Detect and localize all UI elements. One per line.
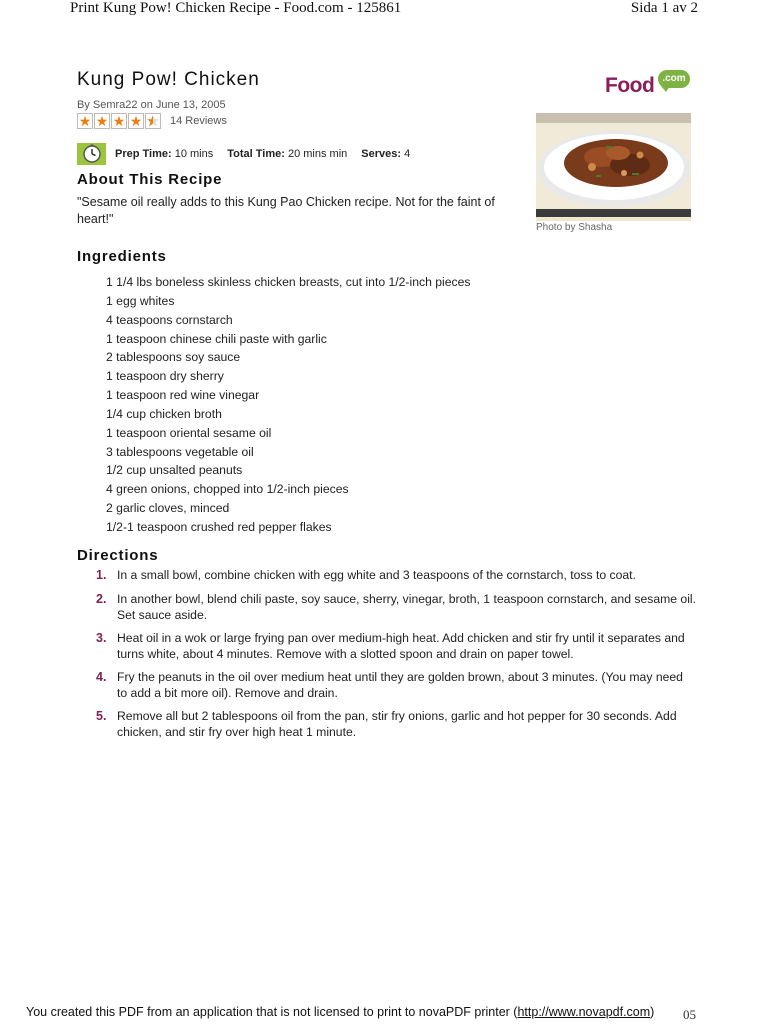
ingredient-item: 1 1/4 lbs boneless skinless chicken breasts, cut into 1/2-inch pieces: [106, 275, 471, 289]
novapdf-link[interactable]: http://www.novapdf.com: [517, 1005, 651, 1019]
total-time-value: 20 mins min: [287, 148, 348, 160]
prep-time-label: Prep Time:: [115, 148, 172, 160]
step-text: In a small bowl, combine chicken with egg white and 3 teaspoons of the cornstarch, toss to coat.: [117, 568, 636, 582]
print-header-page-number: Sida 1 av 2: [630, 0, 698, 16]
print-header-title: Print Kung Pow! Chicken Recipe - Food.com - 125861: [70, 0, 402, 16]
ingredient-item: 3 tablespoons vegetable oil: [106, 444, 254, 459]
print-header: [0, 0, 768, 20]
step-number: 3.: [96, 631, 107, 645]
directions-list: [96, 567, 696, 740]
step-number: 2.: [96, 592, 107, 606]
recipe-byline: By Semra22 on June 13, 2005: [77, 99, 226, 111]
prep-time-value: 10 mins: [174, 148, 214, 160]
star-icon: [145, 113, 161, 129]
about-heading: About This Recipe: [77, 171, 223, 188]
direction-step: [96, 591, 696, 623]
star-icon: ★: [78, 113, 92, 129]
ingredient-item: 1 teaspoon red wine vinegar: [106, 388, 260, 403]
pdf-license-notice: [26, 1005, 696, 1022]
about-text: "Sesame oil really adds to this Kung Pao Chicken recipe. Not for the faint of heart!": [77, 195, 495, 226]
direction-step: [96, 567, 696, 583]
ingredient-item: 1 teaspoon chinese chili paste with garlic: [106, 331, 327, 346]
ingredient-item: 1/4 cup chicken broth: [106, 406, 222, 421]
ingredients-list: [106, 273, 470, 537]
reviews-link[interactable]: 14 Reviews: [170, 115, 227, 127]
direction-step: [96, 708, 696, 740]
ingredient-item: 2 tablespoons soy sauce: [106, 350, 241, 365]
recipe-photo[interactable]: [536, 113, 691, 221]
clock-icon: [77, 143, 106, 165]
prep-time: [115, 148, 213, 160]
ingredient-item: 4 green onions, chopped into 1/2-inch pieces: [106, 482, 349, 497]
step-number: 5.: [96, 709, 107, 723]
direction-step: [96, 630, 696, 662]
ingredient-item: 1 teaspoon oriental sesame oil: [106, 425, 272, 440]
total-time-label: Total Time:: [227, 148, 285, 160]
time-info-row: [77, 143, 424, 165]
star-rating: [77, 113, 161, 129]
ingredient-item: 1 teaspoon dry sherry: [106, 369, 224, 384]
photo-caption: Photo by Shasha: [536, 222, 613, 233]
serves-label: Serves:: [361, 148, 402, 160]
food-com-logo[interactable]: [605, 70, 687, 100]
step-text: Heat oil in a wok or large frying pan over medium-high heat. Add chicken and stir fry until it separates and turns white, about 4 minutes. Remove with a slotted spoon and drain on paper towel.: [117, 631, 685, 661]
ingredient-item: 1/2 cup unsalted peanuts: [106, 463, 243, 478]
notice-text: You created this PDF from an application that is not licensed to print to novaPDF printer (: [26, 1005, 518, 1019]
ingredient-item: 4 teaspoons cornstarch: [106, 312, 233, 327]
step-text: Fry the peanuts in the oil over medium heat until they are golden brown, about 3 minutes. (You may need to add a bit more oil). Remove and drain.: [117, 670, 683, 700]
directions-heading: Directions: [77, 547, 159, 564]
ingredient-item: 1/2-1 teaspoon crushed red pepper flakes: [106, 519, 332, 534]
step-number: 4.: [96, 670, 107, 684]
serves: [361, 148, 410, 160]
star-icon: ★: [95, 113, 109, 129]
step-text: Remove all but 2 tablespoons oil from the pan, stir fry onions, garlic and hot pepper for 30 seconds. Add chicken, and stir fry over high heat 1 minute.: [117, 709, 677, 739]
step-number: 1.: [96, 568, 107, 582]
ingredients-heading: Ingredients: [77, 248, 167, 265]
notice-close: ): [650, 1005, 655, 1019]
recipe-title: Kung Pow! Chicken: [77, 69, 260, 90]
ingredient-item: 2 garlic cloves, minced: [106, 501, 230, 516]
serves-value: 4: [404, 148, 411, 160]
footer-page-fragment: 05: [683, 1007, 696, 1022]
logo-text: Food: [605, 74, 655, 97]
logo-bubble: .com: [658, 70, 690, 88]
ingredient-item: 1 egg whites: [106, 293, 175, 308]
star-icon: ★: [129, 113, 143, 129]
star-icon: ★: [112, 113, 126, 129]
direction-step: [96, 669, 696, 701]
step-text: In another bowl, blend chili paste, soy sauce, sherry, vinegar, broth, 1 teaspoon cornstarch, and sesame oil. Set sauce aside.: [117, 592, 697, 622]
total-time: [227, 148, 347, 160]
